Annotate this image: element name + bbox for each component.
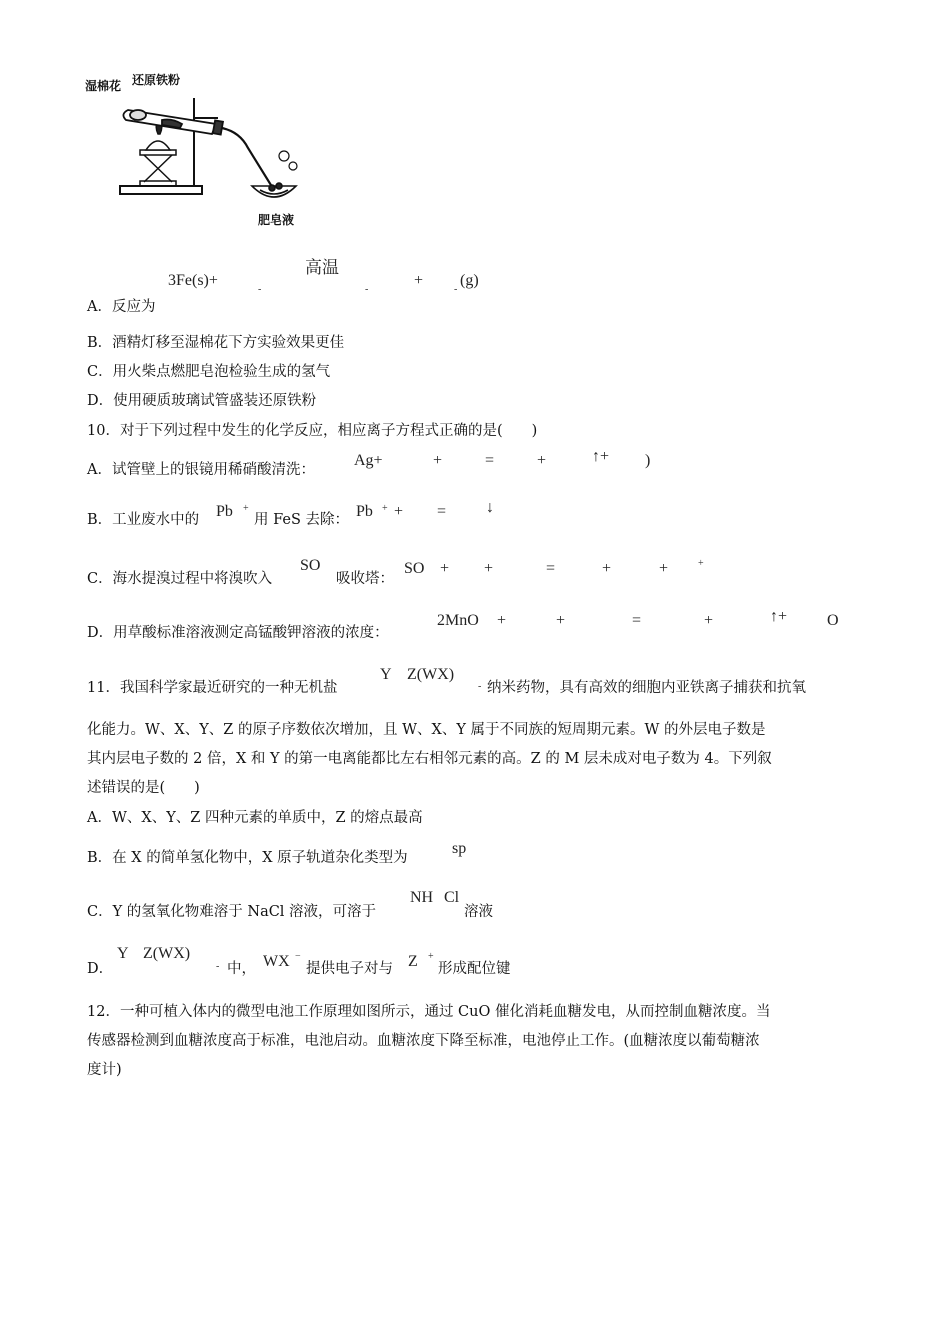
q11-option-d-prefix: D． (87, 961, 114, 977)
q11-line-3: 其内层电子数的 2 倍，X 和 Y 的第一电离能都比左右相邻元素的高。Z 的 M 层未成对电子数为 4。下列叙 (87, 751, 772, 767)
q11-option-d-text1: 中， (227, 961, 256, 977)
q10-option-c-text2: 吸收塔： (336, 571, 394, 587)
sup-mark: + (698, 558, 704, 569)
q11-line-4: 述错误的是( ) (87, 780, 200, 796)
q11-option-d-text3: 形成配位键 (438, 961, 511, 977)
formula-d-plus1: + (497, 612, 507, 629)
bubbles (279, 151, 297, 170)
q11-line-2: 化能力。W、X、Y、Z 的原子序数依次增加，且 W、X、Y 属于不同族的短周期元素。W 的外层电子数是 (87, 722, 766, 738)
q11-option-c-text1: C．Y 的氢氧化物难溶于 NaCl 溶液，可溶于 (87, 904, 377, 920)
formula-d-mno: 2MnO (437, 612, 479, 629)
formula-d-plus2: + (556, 612, 566, 629)
formula-c-plus1: + (440, 560, 450, 577)
formula-a-end: ) (645, 452, 651, 469)
q10-stem: 10．对于下列过程中发生的化学反应，相应离子方程式正确的是( ) (87, 423, 538, 439)
soap-dish (252, 183, 296, 197)
formula-b-pb2: Pb (356, 503, 373, 520)
apparatus-figure (82, 68, 312, 230)
sup-mark: + (428, 951, 434, 962)
q10-option-b-text2: 用 FeS 去除： (254, 512, 350, 528)
equation-left: 3Fe(s)+ (168, 272, 218, 289)
formula-d-zwx: Z(WX) (143, 945, 191, 962)
formula-y: Y (380, 666, 392, 683)
formula-a-ag: Ag+ (354, 452, 383, 469)
formula-a-up: ↑+ (592, 448, 610, 465)
formula-d-end: O (827, 612, 839, 629)
q11-option-d-text2: 提供电子对与 (306, 961, 393, 977)
formula-c-so2: SO (404, 560, 425, 577)
formula-cl: Cl (444, 889, 460, 906)
equation-plus: + (414, 272, 424, 289)
sub-mark: - (216, 961, 220, 972)
q12-line-2: 传感器检测到血糖浓度高于标准，电池启动。血糖浓度下降至标准，电池停止工作。(血糖浓度以葡萄糖浓 (87, 1033, 760, 1049)
formula-c-plus3: + (602, 560, 612, 577)
formula-z: Z (408, 953, 418, 970)
q11-option-a: A．W、X、Y、Z 四种元素的单质中，Z 的熔点最高 (87, 810, 423, 826)
formula-a-eq: = (485, 452, 495, 469)
label-wet-cotton: 湿棉花 (85, 79, 122, 93)
formula-c-so: SO (300, 557, 321, 574)
reaction-condition: 高温 (305, 258, 339, 277)
q12-line-3: 度计) (87, 1062, 122, 1078)
formula-b-down: ↓ (486, 499, 494, 516)
formula-d-up: ↑+ (770, 608, 788, 625)
sup-mark: + (243, 503, 249, 514)
q11-stem-end: 纳米药物，具有高效的细胞内亚铁离子捕获和抗氧 (487, 680, 806, 696)
formula-d-plus3: + (704, 612, 714, 629)
formula-a-plus2: + (537, 452, 547, 469)
q9-option-c: C．用火柴点燃肥皂泡检验生成的氢气 (87, 364, 331, 380)
formula-c-plus2: + (484, 560, 494, 577)
q10-option-a: A．试管壁上的银镜用稀硝酸清洗： (87, 462, 315, 478)
formula-d-y: Y (117, 945, 129, 962)
sub-mark: - (258, 284, 262, 295)
formula-b-eq: = (437, 503, 447, 520)
sup-mark: − (295, 951, 301, 962)
formula-d-eq: = (632, 612, 642, 629)
label-iron-powder: 还原铁粉 (132, 73, 181, 87)
sub-mark: - (365, 284, 369, 295)
delivery-tube (222, 128, 274, 190)
q10-option-b-text1: B．工业废水中的 (87, 512, 200, 528)
q11-option-c-text2: 溶液 (464, 904, 493, 920)
formula-sp: sp (452, 840, 467, 857)
formula-c-eq: = (546, 560, 556, 577)
lab-jack (140, 150, 176, 186)
q9-option-b: B．酒精灯移至湿棉花下方实验效果更佳 (87, 335, 345, 351)
sub-mark: - (454, 284, 458, 295)
formula-nh: NH (410, 889, 434, 906)
sub-mark: - (478, 681, 482, 692)
formula-zwx: Z(WX) (407, 666, 455, 683)
q9-option-d: D．使用硬质玻璃试管盛装还原铁粉 (87, 393, 317, 409)
q11-stem-start: 11．我国科学家最近研究的一种无机盐 (87, 680, 338, 696)
q12-line-1: 12．一种可植入体内的微型电池工作原理如图所示，通过 CuO 催化消耗血糖发电，从而控制血糖浓度。当 (87, 1004, 771, 1020)
formula-b-pb: Pb (216, 503, 233, 520)
q10-option-d-text: D．用草酸标准溶液测定高锰酸钾溶液的浓度： (87, 625, 389, 641)
formula-c-plus4: + (659, 560, 669, 577)
label-soap-solution: 肥皂液 (258, 213, 295, 227)
formula-b-plus: + (394, 503, 404, 520)
formula-wx: WX (263, 953, 290, 970)
q9-option-a: A．反应为 (87, 299, 156, 315)
test-tube (123, 110, 223, 135)
sup-mark: + (382, 503, 388, 514)
q10-option-c-text1: C．海水提溴过程中将溴吹入 (87, 571, 273, 587)
formula-a-plus: + (433, 452, 443, 469)
equation-gas: (g) (460, 272, 479, 289)
q11-option-b: B．在 X 的简单氢化物中，X 原子轨道杂化类型为 (87, 850, 408, 866)
